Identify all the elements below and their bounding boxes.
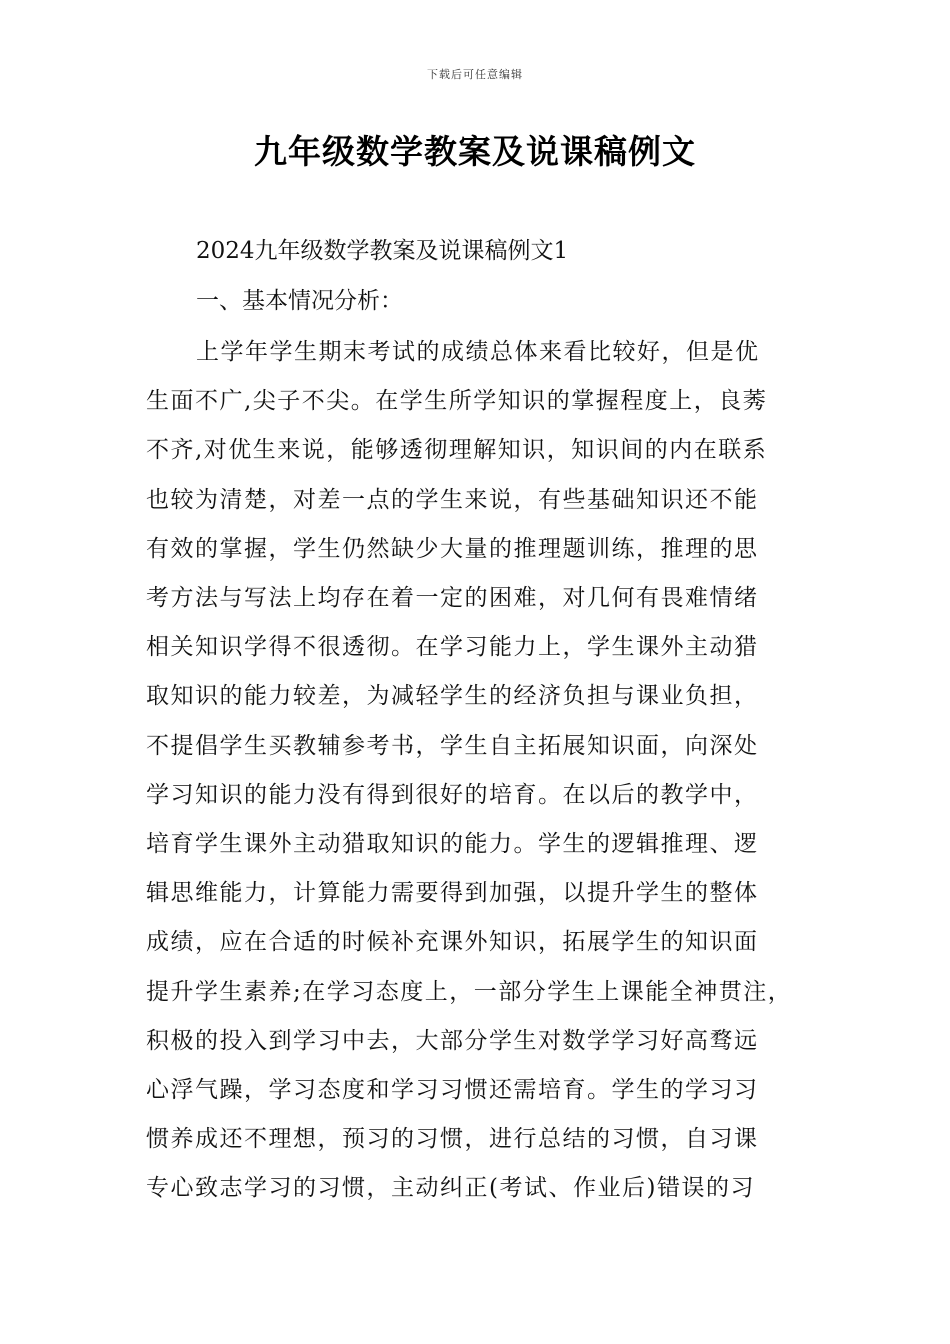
paragraph-line: 有效的掌握，学生仍然缺少大量的推理题训练，推理的思 (146, 535, 759, 562)
paragraph-line: 培育学生课外主动猎取知识的能力。学生的逻辑推理、逻 (146, 831, 759, 857)
paragraph-line: 相关知识学得不很透彻。在学习能力上，学生课外主动猎 (146, 634, 759, 661)
paragraph-line: 也较为清楚，对差一点的学生来说，有些基础知识还不能 (146, 486, 759, 513)
paragraph-line: 不提倡学生买教辅参考书，学生自主拓展知识面，向深处 (146, 732, 759, 759)
paragraph-line: 提升学生素养;在学习态度上，一部分学生上课能全神贯注， (146, 978, 793, 1005)
paragraph-line: 取知识的能力较差，为减轻学生的经济负担与课业负担， (146, 683, 759, 710)
header-note: 下载后可任意编辑 (427, 68, 523, 81)
paragraph-line: 心浮气躁，学习态度和学习习惯还需培育。学生的学习习 (146, 1077, 759, 1103)
paragraph-line: 惯养成还不理想，预习的习惯，进行总结的习惯，自习课 (146, 1126, 759, 1153)
paragraph-line: 生面不广,尖子不尖。在学生所学知识的掌握程度上，良莠 (146, 388, 768, 415)
paragraph-line: 积极的投入到学习中去，大部分学生对数学学习好高骛远 (146, 1027, 759, 1054)
paragraph-line: 不齐,对优生来说，能够透彻理解知识，知识间的内在联系 (146, 437, 768, 464)
paragraph-line: 成绩，应在合适的时候补充课外知识，拓展学生的知识面 (146, 929, 759, 956)
section-heading: 一、基本情况分析： (196, 288, 403, 314)
paragraph-line: 专心致志学习的习惯，主动纠正(考试、作业后)错误的习 (146, 1175, 755, 1202)
paragraph-line: 学习知识的能力没有得到很好的培育。在以后的教学中， (146, 781, 759, 808)
document-title: 九年级数学教案及说课稿例文 (254, 132, 696, 171)
paragraph-line: 辑思维能力，计算能力需要得到加强，以提升学生的整体 (146, 880, 759, 907)
document-subtitle: 2024九年级数学教案及说课稿例文1 (196, 238, 569, 264)
paragraph-line: 考方法与写法上均存在着一定的困难，对几何有畏难情绪 (146, 585, 759, 611)
paragraph-line: 上学年学生期末考试的成绩总体来看比较好，但是优 (196, 339, 760, 365)
